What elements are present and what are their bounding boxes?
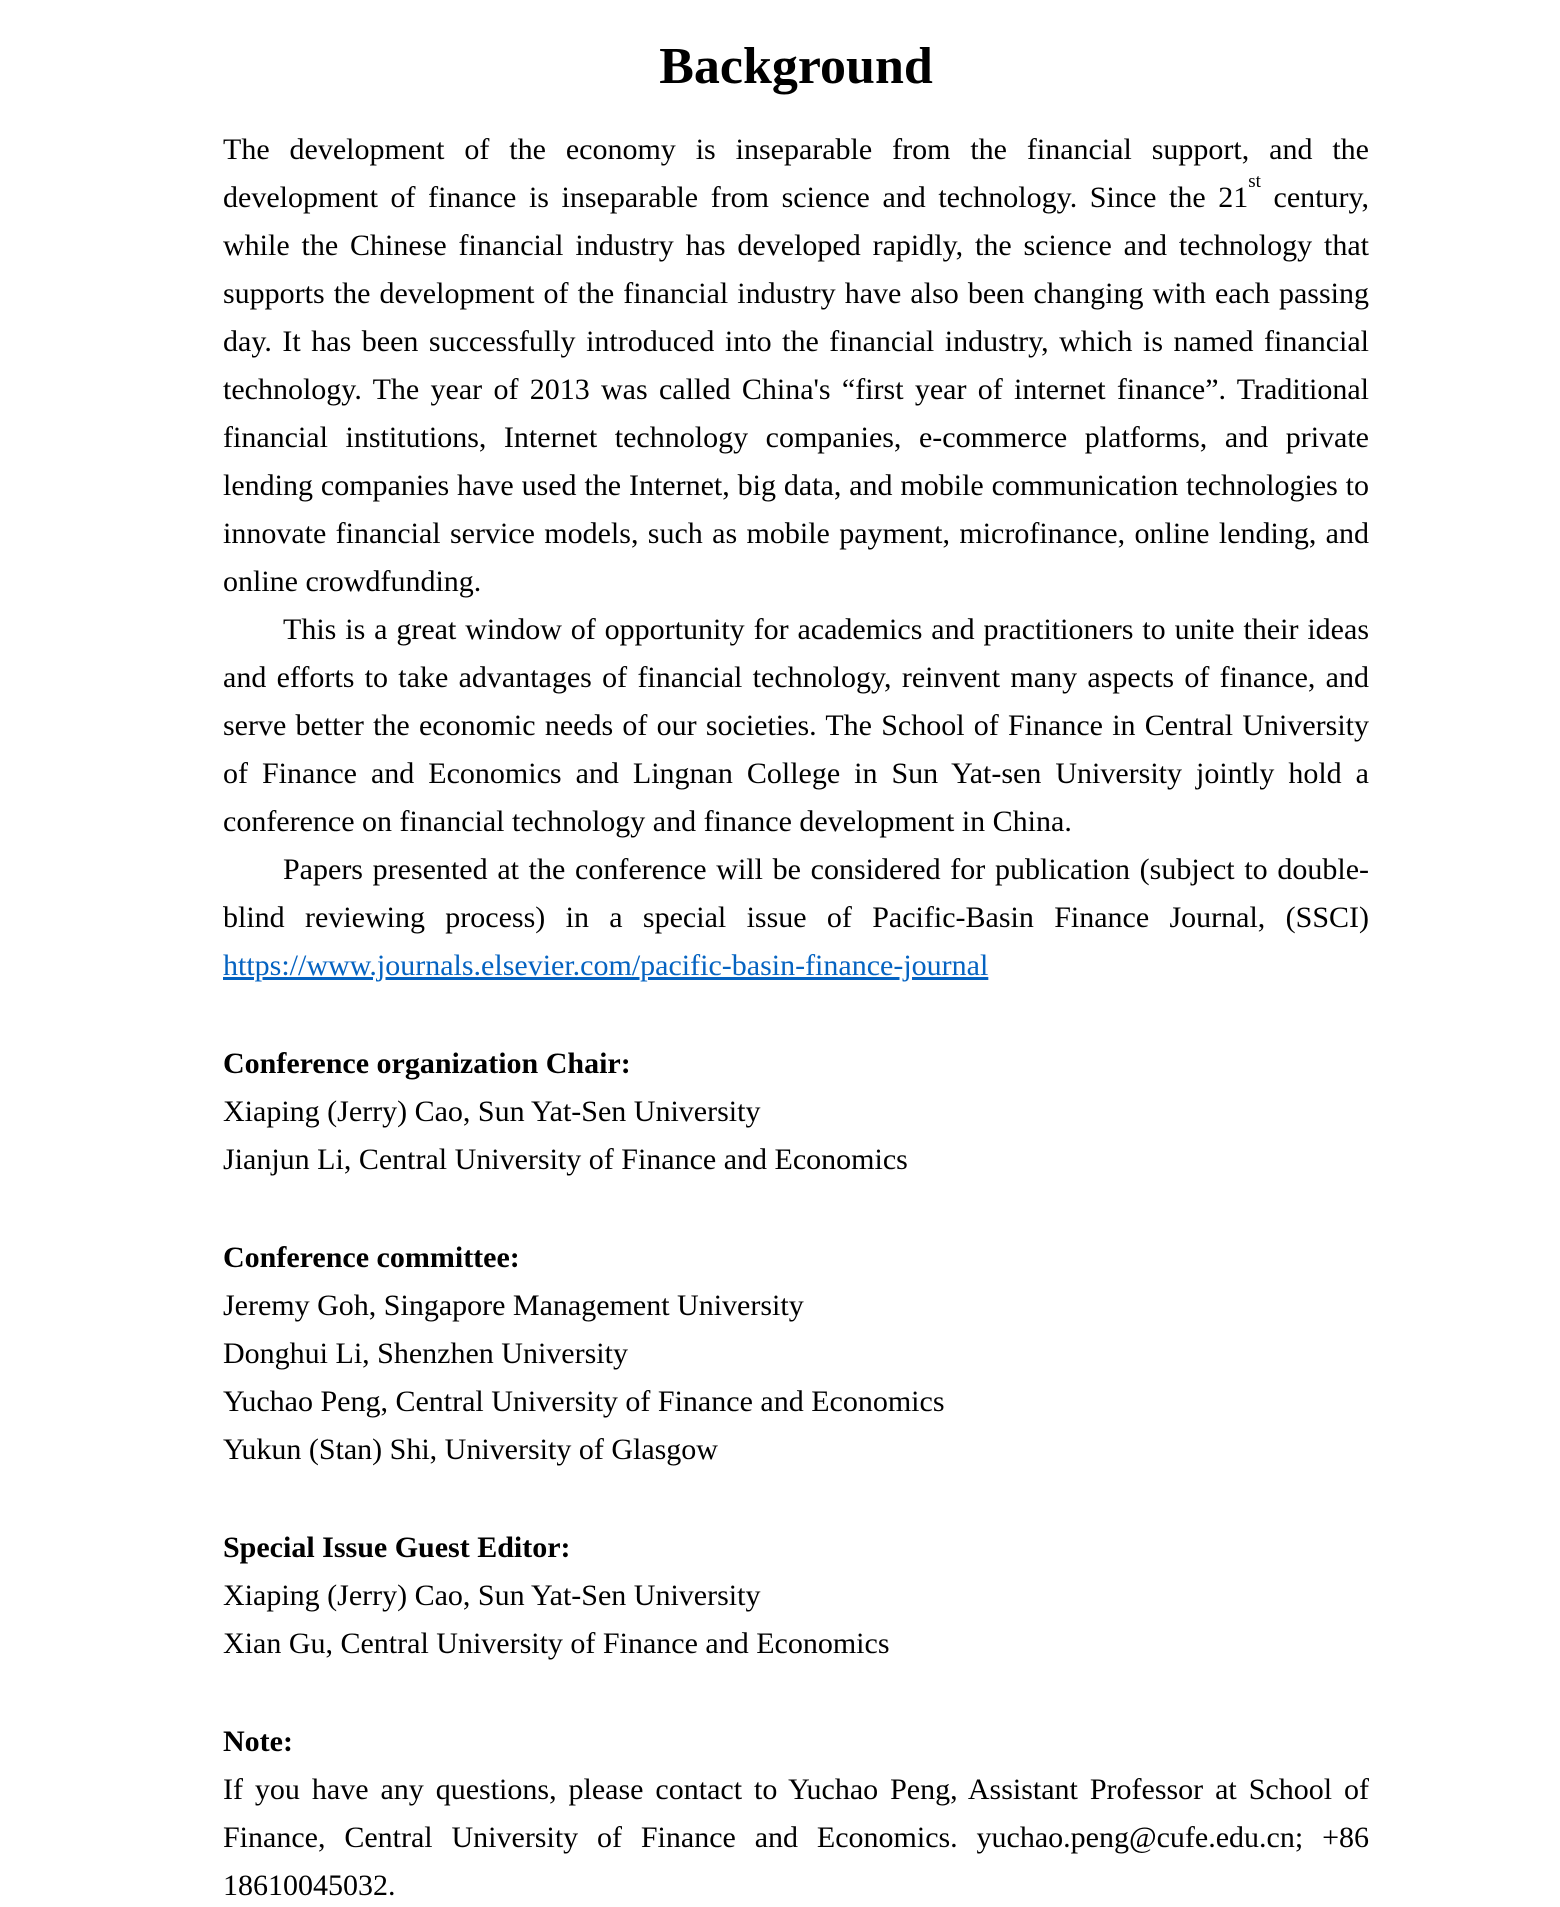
person-line: Xiaping (Jerry) Cao, Sun Yat-Sen University [223, 1579, 761, 1612]
person-line: Yuchao Peng, Central University of Finance and Economics [223, 1385, 945, 1418]
person-line: Yukun (Stan) Shi, University of Glasgow [223, 1433, 718, 1466]
section-conference-committee [223, 1234, 1369, 1474]
publication-paragraph-text: Papers presented at the conference will be considered for publication (subject to double-blind reviewing process) in a special issue of Pacific-Basin Finance Journal, (SSCI) [223, 853, 1369, 934]
section-heading-organization-chair: Conference organization Chair: [223, 1047, 631, 1080]
section-heading-guest-editor: Special Issue Guest Editor: [223, 1531, 571, 1564]
document-content [223, 36, 1369, 1907]
journal-link[interactable]: https://www.journals.elsevier.com/pacific-basin-finance-journal [223, 949, 989, 982]
intro-paragraph-text-after-superscript: century, while the Chinese financial industry has developed rapidly, the science and technology that supports the development of the financial industry have also been changing with each passing day. It has been successfully introduced into the financial industry, which is named financial technology. The year of 2013 was called China's “first year of internet finance”. Traditional financial institutions, Internet technology companies, e-commerce platforms, and private lending companies have used the Internet, big data, and mobile communication technologies to innovate financial service models, such as mobile payment, microfinance, online lending, and online crowdfunding. [223, 181, 1370, 598]
intro-paragraph [223, 126, 1369, 606]
page-title: Background [659, 38, 933, 95]
person-line: Jeremy Goh, Singapore Management University [223, 1289, 804, 1322]
person-line: Jianjun Li, Central University of Finance and Economics [223, 1143, 908, 1176]
opportunity-paragraph: This is a great window of opportunity for academics and practitioners to unite their ideas and efforts to take advantages of financial technology, reinvent many aspects of finance, and serve better the economic needs of our societies. The School of Finance in Central University of Finance and Economics and Lingnan College in Sun Yat-sen University jointly hold a conference on financial technology and finance development in China. [223, 613, 1369, 838]
section-guest-editor [223, 1524, 1369, 1668]
section-heading-note: Note: [223, 1725, 293, 1758]
person-line: Xiaping (Jerry) Cao, Sun Yat-Sen University [223, 1095, 761, 1128]
publication-paragraph [223, 846, 1369, 990]
person-line: Xian Gu, Central University of Finance and Economics [223, 1627, 890, 1660]
section-heading-conference-committee: Conference committee: [223, 1241, 520, 1274]
section-organization-chair [223, 1040, 1369, 1184]
intro-paragraph-text-before-superscript: The development of the economy is inseparable from the financial support, and the development of finance is inseparable from science and technology. Since the 21 [223, 133, 1369, 214]
person-line: Donghui Li, Shenzhen University [223, 1337, 628, 1370]
section-note [223, 1718, 1369, 1907]
ordinal-superscript: st [1248, 171, 1261, 193]
note-paragraph: If you have any questions, please contact to Yuchao Peng, Assistant Professor at School of Finance, Central University of Finance and Economics. yuchao.peng@cufe.edu.cn; +86 18610045032. [223, 1773, 1369, 1902]
